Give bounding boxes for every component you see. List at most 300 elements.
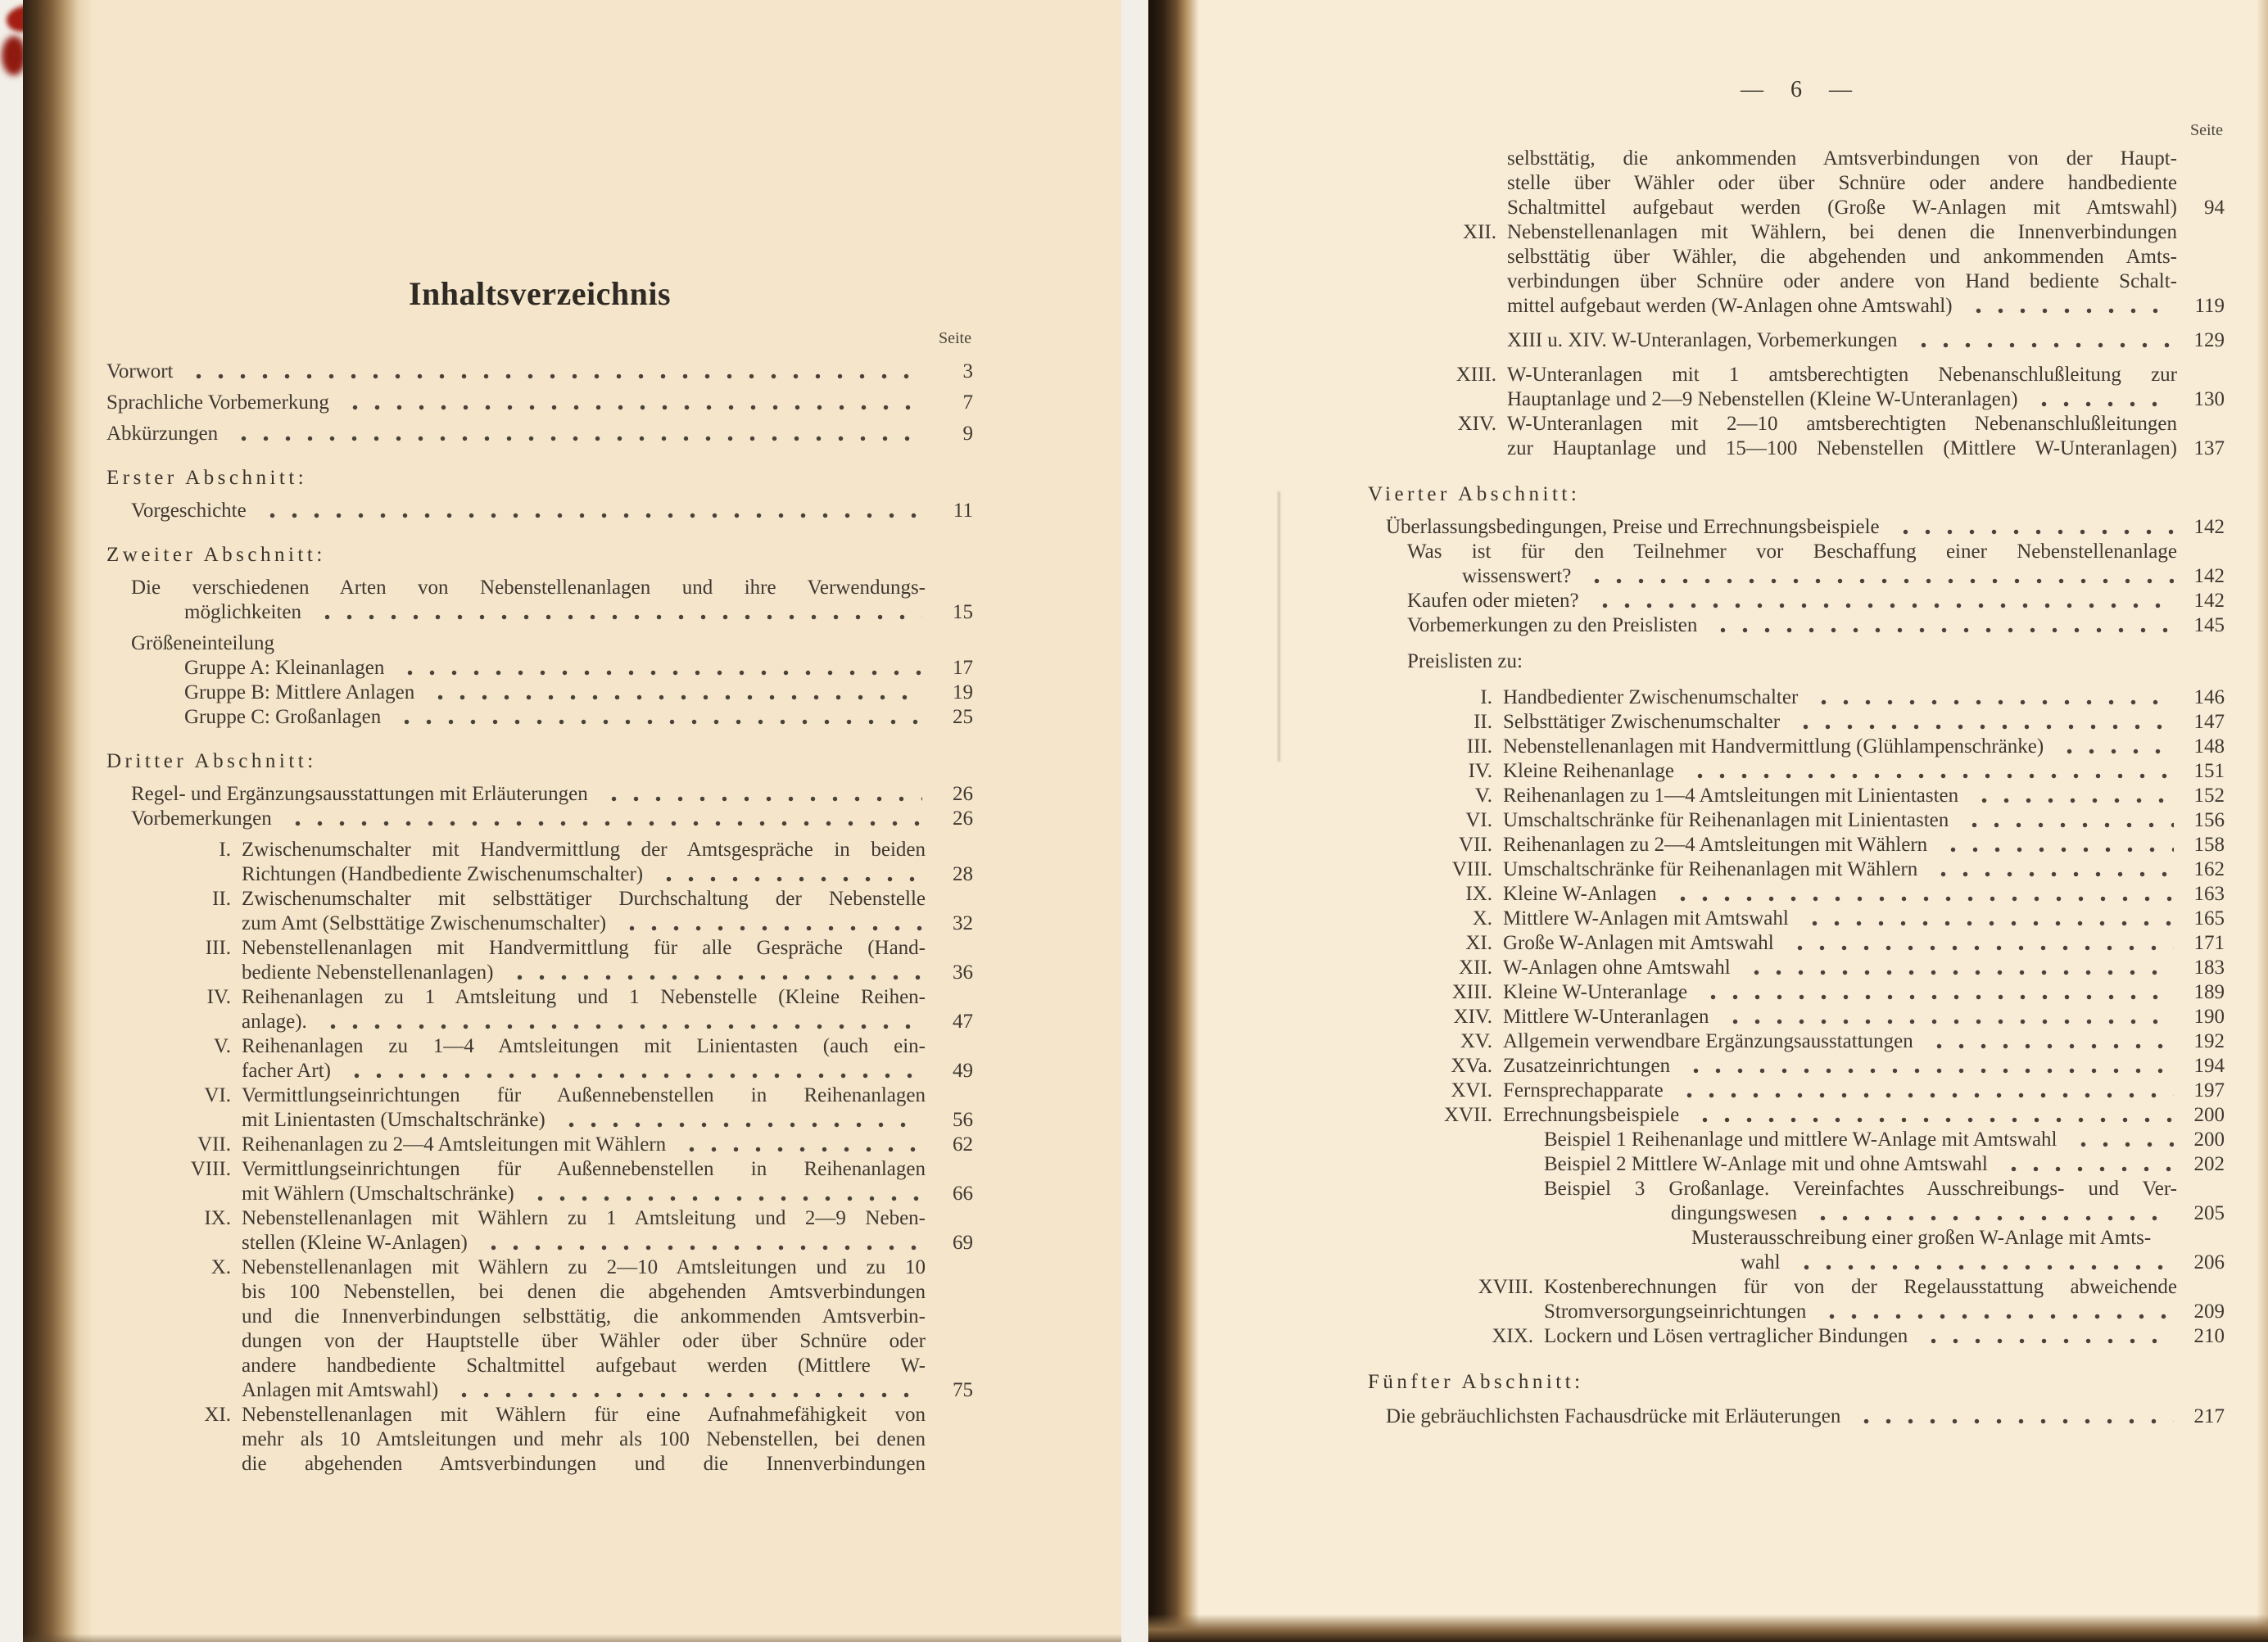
dot-leader [1922, 1043, 2174, 1049]
toc-row [1368, 956, 2225, 980]
toc-item-text: Reihenanlagen zu 1—4 Amtsleitungen mit Linientasten (auch ein- [242, 1035, 926, 1057]
toc-item-text: Nebenstellenanlagen mit Wählern zu 2—10 Amtsleitungen und zu 10 [242, 1256, 926, 1278]
toc-left-rows [106, 360, 973, 1477]
toc-item-text: stellen (Kleine W-Anlagen) [242, 1232, 468, 1254]
toc-item-text: mittel aufgebaut werden (W-Anlagen ohne Amtswahl) [1507, 295, 1953, 317]
dot-leader [1967, 798, 2174, 803]
toc-section-heading [106, 749, 973, 774]
toc-item-text: Fernsprechapparate [1503, 1079, 1664, 1101]
toc-item-text: die abgehenden Amtsverbindungen und die Innenverbindungen [242, 1453, 926, 1475]
dot-leader [614, 925, 922, 931]
page-number: 26 [953, 783, 973, 805]
toc-row [106, 985, 973, 1010]
page-number: 11 [953, 500, 973, 522]
page-number: 152 [2193, 785, 2225, 807]
dot-leader [446, 1392, 922, 1398]
toc-row [1368, 1005, 2225, 1029]
toc-item-numeral: VIII. [190, 1158, 231, 1180]
toc-item-text: Nebenstellenanlagen mit Handvermittlung für alle Gespräche (Hand- [242, 937, 926, 959]
dot-leader [337, 405, 922, 410]
toc-item-numeral: XVIII. [1478, 1276, 1533, 1298]
toc-row [106, 576, 973, 600]
toc-row [1368, 980, 2225, 1005]
dot-leader [523, 1196, 922, 1201]
toc-row [1368, 1054, 2225, 1079]
toc-row [106, 422, 973, 446]
page-number: 142 [2193, 516, 2225, 538]
toc-section-heading [1368, 1370, 2225, 1395]
toc-item-text: Reihenanlagen zu 2—4 Amtsleitungen mit Wählern [242, 1133, 667, 1156]
toc-item-text: Beispiel 3 Großanlage. Vereinfachtes Ausschreibungs- und Ver- [1544, 1178, 2177, 1200]
page-number: 56 [953, 1109, 973, 1131]
toc-row [1368, 589, 2225, 613]
toc-item-text: Vorwort [106, 360, 174, 382]
toc-row [1368, 220, 2225, 245]
toc-item-text: Regel- und Ergänzungsausstattungen mit Erläuterungen [131, 783, 588, 805]
toc-item-text: Dritter Abschnitt: [106, 750, 317, 772]
toc-item-text: Reihenanlagen zu 2—4 Amtsleitungen mit Wählern [1503, 834, 1928, 856]
toc-row [1368, 1251, 2225, 1275]
toc-row [1368, 649, 2225, 674]
page-number: 197 [2193, 1079, 2225, 1101]
page-number: 137 [2193, 437, 2225, 459]
toc-item-numeral: I. [219, 839, 231, 861]
left-page [23, 0, 1121, 1642]
dot-leader [255, 513, 922, 518]
dot-leader [315, 1024, 922, 1029]
toc-row [106, 1083, 973, 1108]
toc-item-text: Die verschiedenen Arten von Nebenstellenanlagen und ihre Verwendungs- [131, 577, 926, 599]
page-number: 7 [962, 391, 973, 414]
toc-item-text: W-Unteranlagen mit 1 amtsberechtigten Nebenanschlußleitung zur [1507, 364, 2177, 386]
page-bottom-shade [23, 1634, 1121, 1642]
toc-item-numeral: VI. [1465, 809, 1492, 831]
toc-item-text: bediente Nebenstellenanlagen) [242, 961, 494, 984]
toc-row [106, 1280, 973, 1305]
toc-item-text: Nebenstellenanlagen mit Handvermittlung (Glühlampenschränke) [1503, 735, 2044, 758]
toc-item-text: W-Unteranlagen mit 2—10 amtsberechtigten Nebenanschlußleitungen [1507, 413, 2177, 435]
page-number: 94 [2204, 197, 2225, 219]
page-number: 25 [953, 706, 973, 728]
toc-row [1368, 540, 2225, 564]
page-number: 202 [2193, 1153, 2225, 1175]
toc-row [1368, 515, 2225, 540]
page-number: 69 [953, 1232, 973, 1254]
toc-item-text: Hauptanlage und 2—9 Nebenstellen (Kleine W-Unteranlagen) [1507, 388, 2018, 410]
page-column-label: Seite [2190, 121, 2223, 139]
toc-section-heading [106, 466, 973, 491]
page-number: 142 [2193, 590, 2225, 612]
toc-row [106, 911, 973, 936]
toc-item-numeral: IV. [206, 986, 231, 1008]
dot-leader [181, 373, 922, 379]
dot-leader [1695, 994, 2174, 1000]
toc-item-text: andere handbediente Schaltmittel aufgebaut werden (Mittlere W- [242, 1355, 926, 1377]
dot-leader [1906, 342, 2174, 348]
toc-item-text: Mittlere W-Anlagen mit Amtswahl [1503, 907, 1789, 930]
toc-item-numeral: XIX. [1492, 1325, 1533, 1347]
page-number: 146 [2193, 686, 2225, 708]
toc-row [106, 1231, 973, 1255]
toc-item-numeral: X. [1472, 907, 1492, 930]
toc-item-text: Nebenstellenanlagen mit Wählern für eine Aufnahmefähigkeit von [242, 1404, 926, 1426]
toc-section-heading [106, 543, 973, 568]
toc-row [106, 1378, 973, 1403]
page-number: 49 [953, 1060, 973, 1082]
toc-row [106, 391, 973, 415]
dot-leader [280, 821, 922, 826]
toc-row [106, 1403, 973, 1427]
toc-row [1368, 564, 2225, 589]
page-number: 200 [2193, 1104, 2225, 1126]
toc-item-text: Vierter Abschnitt: [1368, 483, 1581, 505]
toc-row [106, 600, 973, 625]
toc-item-text: W-Anlagen ohne Amtswahl [1503, 957, 1731, 979]
right-page [1148, 0, 2268, 1642]
dot-leader [1797, 921, 2174, 926]
toc-row [1368, 1128, 2225, 1152]
toc-row [106, 862, 973, 887]
page-number: 147 [2193, 711, 2225, 733]
toc-item-numeral: III. [1466, 735, 1492, 758]
toc-item-text: selbsttätig über Wähler, die abgehenden und ankommenden Amts- [1507, 246, 2177, 268]
toc-item-text: Zweiter Abschnitt: [106, 544, 326, 566]
toc-item-text: Gruppe C: Großanlagen [184, 706, 382, 728]
toc-item-text: Vermittlungseinrichtungen für Außennebenstellen in Reihenanlagen [242, 1158, 926, 1180]
dot-leader [1996, 1166, 2174, 1172]
page-number: 66 [953, 1183, 973, 1205]
toc-item-numeral: X. [211, 1256, 231, 1278]
toc-row [106, 705, 973, 730]
toc-item-text: Lockern und Lösen vertraglicher Bindungen [1544, 1325, 1908, 1347]
page-number: 171 [2193, 932, 2225, 954]
toc-item-numeral: II. [1474, 711, 1492, 733]
toc-item-numeral: XI. [204, 1404, 231, 1426]
dot-leader [389, 719, 922, 725]
page-number: 165 [2193, 907, 2225, 930]
dot-leader [1926, 871, 2174, 877]
dot-leader [1806, 699, 2174, 705]
toc-item-text: Kleine Reihenanlage [1503, 760, 1674, 782]
page-number: 62 [953, 1133, 973, 1156]
dot-leader [2066, 1142, 2175, 1147]
page-number: 3 [962, 360, 973, 382]
toc-item-numeral: I. [1480, 686, 1492, 708]
toc-item-text: Errechnungsbeispiele [1503, 1104, 1680, 1126]
toc-row [106, 1182, 973, 1206]
dot-leader [554, 1122, 922, 1128]
toc-row [1368, 735, 2225, 759]
dot-leader [476, 1245, 922, 1251]
toc-row [1368, 1324, 2225, 1349]
page-number: 19 [953, 681, 973, 703]
toc-item-numeral: V. [213, 1035, 231, 1057]
toc-row [1368, 882, 2225, 907]
toc-row [106, 1354, 973, 1378]
left-page-content [106, 0, 973, 1477]
toc-item-text: Kleine W-Unteranlage [1503, 981, 1688, 1003]
toc-item-text: wissenswert? [1462, 565, 1572, 587]
page-number: 158 [2193, 834, 2225, 856]
toc-item-text: möglichkeiten [184, 601, 302, 623]
dot-leader [392, 670, 922, 676]
toc-item-numeral: II. [212, 888, 231, 910]
dot-leader [423, 694, 922, 700]
page-number: 163 [2193, 883, 2225, 905]
toc-item-text: zum Amt (Selbsttätige Zwischenumschalter) [242, 912, 607, 934]
toc-item-text: dingungswesen [1671, 1202, 1798, 1224]
toc-row [106, 656, 973, 681]
toc-item-text: Richtungen (Handbediente Zwischenumschalter) [242, 863, 644, 885]
toc-row [106, 1157, 973, 1182]
page-number: 200 [2193, 1129, 2225, 1151]
dot-leader [502, 975, 923, 980]
toc-item-text: anlage). [242, 1011, 307, 1033]
toc-row [1368, 808, 2225, 833]
toc-row [1368, 196, 2225, 220]
dot-leader [1587, 603, 2174, 608]
right-page-content [1368, 0, 2225, 1429]
toc-item-numeral: XIII. [1455, 364, 1496, 386]
toc-row [106, 1427, 973, 1452]
dot-leader [1788, 724, 2174, 730]
toc-row [106, 1206, 973, 1231]
toc-item-text: Preislisten zu: [1407, 650, 1523, 672]
toc-row [1368, 1079, 2225, 1103]
dot-leader [1682, 773, 2174, 779]
toc-row [1368, 833, 2225, 857]
toc-row [106, 807, 973, 831]
toc-row [106, 936, 973, 961]
page-column-label: Seite [939, 329, 971, 347]
toc-item-text: mit Wählern (Umschaltschränke) [242, 1183, 514, 1205]
toc-row [106, 1034, 973, 1059]
toc-item-text: Vorgeschichte [131, 500, 247, 522]
page-number: 47 [953, 1011, 973, 1033]
toc-item-text: Beispiel 2 Mittlere W-Anlage mit und ohne Amtswahl [1544, 1153, 1988, 1175]
toc-item-numeral: III. [205, 937, 231, 959]
toc-item-text: Schaltmittel aufgebaut werden (Große W-Anlagen mit Amtswahl) [1507, 197, 2177, 219]
page-number: 119 [2194, 295, 2225, 317]
toc-item-text: Was ist für den Teilnehmer vor Beschaffung einer Nebenstellenanlage [1407, 541, 2177, 563]
page-number: 36 [953, 961, 973, 984]
page-bottom-edge [1148, 1614, 2268, 1642]
page-number: 15 [953, 601, 973, 623]
toc-row [1368, 1226, 2225, 1251]
toc-row [106, 681, 973, 705]
toc-item-text: Anlagen mit Amtswahl) [242, 1379, 439, 1401]
toc-row [1368, 907, 2225, 931]
toc-section-heading [1368, 482, 2225, 507]
toc-item-text: und die Innenverbindungen selbsttätig, die ankommenden Amtsverbin- [242, 1305, 926, 1328]
toc-item-text: Größeneinteilung [131, 632, 274, 654]
toc-row [1368, 931, 2225, 956]
toc-row [106, 961, 973, 985]
toc-item-text: XIII u. XIV. W-Unteranlagen, Vorbemerkungen [1507, 329, 1898, 351]
toc-item-text: dungen von der Hauptstelle über Wähler oder über Schnüre oder [242, 1330, 926, 1352]
page-number: 189 [2193, 981, 2225, 1003]
page-number: 190 [2193, 1006, 2225, 1028]
toc-row [106, 499, 973, 523]
toc-item-numeral: IX. [204, 1207, 231, 1229]
toc-item-text: Beispiel 1 Reihenanlage und mittlere W-Anlage mit Amtswahl [1544, 1129, 2057, 1151]
toc-item-text: Fünfter Abschnitt: [1368, 1371, 1584, 1393]
dot-leader [339, 1073, 922, 1079]
toc-item-text: Erster Abschnitt: [106, 467, 308, 489]
toc-row [1368, 1152, 2225, 1177]
dot-leader [1916, 1338, 2174, 1344]
toc-row [1368, 437, 2225, 461]
page-number: 148 [2193, 735, 2225, 758]
toc-item-text: Kostenberechnungen für von der Regelausstattung abweichende [1544, 1276, 2177, 1298]
toc-row [106, 1010, 973, 1034]
dot-leader [1705, 627, 2174, 633]
toc-item-text: Überlassungsbedingungen, Preise und Errechnungsbeispiele [1386, 516, 1880, 538]
toc-item-numeral: XVa. [1451, 1055, 1492, 1077]
toc-row [106, 1133, 973, 1157]
toc-item-text: Musterausschreibung einer großen W-Anlage mit Amts- [1691, 1227, 2152, 1249]
toc-item-numeral: V. [1474, 785, 1492, 807]
dot-leader [1579, 578, 2174, 584]
toc-row [106, 782, 973, 807]
toc-item-numeral: XIV. [1457, 413, 1496, 435]
toc-item-text: Nebenstellenanlagen mit Wählern zu 1 Amtsleitung und 2—9 Neben- [242, 1207, 926, 1229]
toc-item-text: Gruppe A: Kleinanlagen [184, 657, 385, 679]
dot-leader [1957, 822, 2174, 828]
dot-leader [1739, 970, 2174, 975]
toc-row [1368, 1103, 2225, 1128]
dot-leader [1935, 847, 2174, 853]
toc-item-text: Vorbemerkungen zu den Preislisten [1407, 614, 1698, 636]
dot-leader [1849, 1418, 2174, 1424]
toc-item-text: Vorbemerkungen [131, 807, 272, 830]
toc-row [1368, 685, 2225, 710]
toc-row [1368, 1177, 2225, 1201]
page-number: 142 [2193, 565, 2225, 587]
toc-item-text: Große W-Anlagen mit Amtswahl [1503, 932, 1774, 954]
page-number: 130 [2193, 388, 2225, 410]
toc-row [1368, 710, 2225, 735]
toc-row [106, 1452, 973, 1477]
toc-row [106, 1108, 973, 1133]
toc-row [1368, 1405, 2225, 1429]
toc-item-numeral: XII. [1459, 957, 1492, 979]
toc-item-text: mehr als 10 Amtsleitungen und mehr als 100 Nebenstellen, bei denen [242, 1428, 926, 1450]
toc-row [106, 360, 973, 384]
dot-leader [651, 876, 922, 882]
page-number: 194 [2193, 1055, 2225, 1077]
dot-leader [2026, 401, 2174, 407]
toc-row [106, 1329, 973, 1354]
toc-item-numeral: XIII. [1451, 981, 1492, 1003]
toc-item-text: wahl [1741, 1251, 1781, 1273]
toc-row [1368, 147, 2225, 171]
toc-item-numeral: XV. [1460, 1030, 1492, 1052]
toc-item-text: selbsttätig, die ankommenden Amtsverbindungen von der Haupt- [1507, 147, 2177, 170]
toc-item-text: Handbedienter Zwischenumschalter [1503, 686, 1799, 708]
dot-leader [1961, 308, 2174, 314]
dot-leader [1672, 1092, 2174, 1098]
dot-leader [226, 436, 922, 441]
toc-item-text: mit Linientasten (Umschaltschränke) [242, 1109, 545, 1131]
toc-item-text: facher Art) [242, 1060, 331, 1082]
toc-row [106, 1059, 973, 1083]
page-number: 26 [953, 807, 973, 830]
toc-item-numeral: VIII. [1451, 858, 1492, 880]
toc-row [1368, 784, 2225, 808]
toc-row [1368, 1029, 2225, 1054]
toc-row [1368, 171, 2225, 196]
dot-leader [1782, 945, 2174, 951]
page-gutter-shadow [1148, 0, 1199, 1642]
toc-item-text: Selbsttätiger Zwischenumschalter [1503, 711, 1781, 733]
page-number: 156 [2193, 809, 2225, 831]
page-number-header: — 6 — [1741, 77, 1852, 102]
toc-item-text: Umschaltschränke für Reihenanlagen mit Wählern [1503, 858, 1918, 880]
toc-row [1368, 1201, 2225, 1226]
toc-row [1368, 1275, 2225, 1300]
toc-item-text: Zusatzeinrichtungen [1503, 1055, 1671, 1077]
page-number: 210 [2193, 1325, 2225, 1347]
toc-row [1368, 387, 2225, 412]
dot-leader [2052, 749, 2174, 754]
toc-item-numeral: VII. [197, 1133, 231, 1156]
toc-item-text: Kleine W-Anlagen [1503, 883, 1657, 905]
toc-row [1368, 328, 2225, 353]
toc-row [106, 1305, 973, 1329]
toc-item-numeral: XII. [1463, 221, 1496, 243]
toc-item-text: Gruppe B: Mittlere Anlagen [184, 681, 415, 703]
book-edge-left [23, 0, 93, 1642]
toc-item-text: Allgemein verwendbare Ergänzungsausstattungen [1503, 1030, 1913, 1052]
toc-item-text: verbindungen über Schnüre oder andere von Hand bediente Schalt- [1507, 270, 2177, 292]
toc-row [106, 631, 973, 656]
toc-item-numeral: XVI. [1451, 1079, 1492, 1101]
page-edge-right [2257, 0, 2268, 1642]
toc-row [106, 1255, 973, 1280]
page-number: 9 [962, 423, 973, 445]
page-number: 183 [2193, 957, 2225, 979]
dot-leader [596, 796, 922, 802]
toc-item-text: Zwischenumschalter mit Handvermittlung der Amtsgespräche in beiden [242, 839, 926, 861]
page-number: 192 [2193, 1030, 2225, 1052]
toc-item-text: Reihenanlagen zu 1—4 Amtsleitungen mit Linientasten [1503, 785, 1959, 807]
toc-item-text: Kaufen oder mieten? [1407, 590, 1579, 612]
page-number: 129 [2193, 329, 2225, 351]
page-number: 151 [2193, 760, 2225, 782]
page-number: 17 [953, 657, 973, 679]
dot-leader [310, 614, 922, 620]
toc-item-text: Umschaltschränke für Reihenanlagen mit Linientasten [1503, 809, 1949, 831]
dot-leader [1888, 529, 2174, 535]
toc-row [106, 838, 973, 862]
toc-item-text: Mittlere W-Unteranlagen [1503, 1006, 1709, 1028]
dot-leader [1789, 1264, 2174, 1270]
toc-row [1368, 613, 2225, 638]
toc-row [1368, 759, 2225, 784]
toc-item-text: stelle über Wähler oder über Schnüre oder andere handbediente [1507, 172, 2177, 194]
toc-item-numeral: XVII. [1443, 1104, 1492, 1126]
toc-item-numeral: XIV. [1453, 1006, 1492, 1028]
toc-item-text: Abkürzungen [106, 423, 219, 445]
toc-item-numeral: IV. [1468, 760, 1492, 782]
dot-leader [1678, 1068, 2174, 1074]
toc-item-numeral: VII. [1459, 834, 1492, 856]
toc-row [106, 887, 973, 911]
page-number: 28 [953, 863, 973, 885]
toc-item-text: Die gebräuchlichsten Fachausdrücke mit Erläuterungen [1386, 1405, 1841, 1427]
toc-item-numeral: IX. [1465, 883, 1492, 905]
